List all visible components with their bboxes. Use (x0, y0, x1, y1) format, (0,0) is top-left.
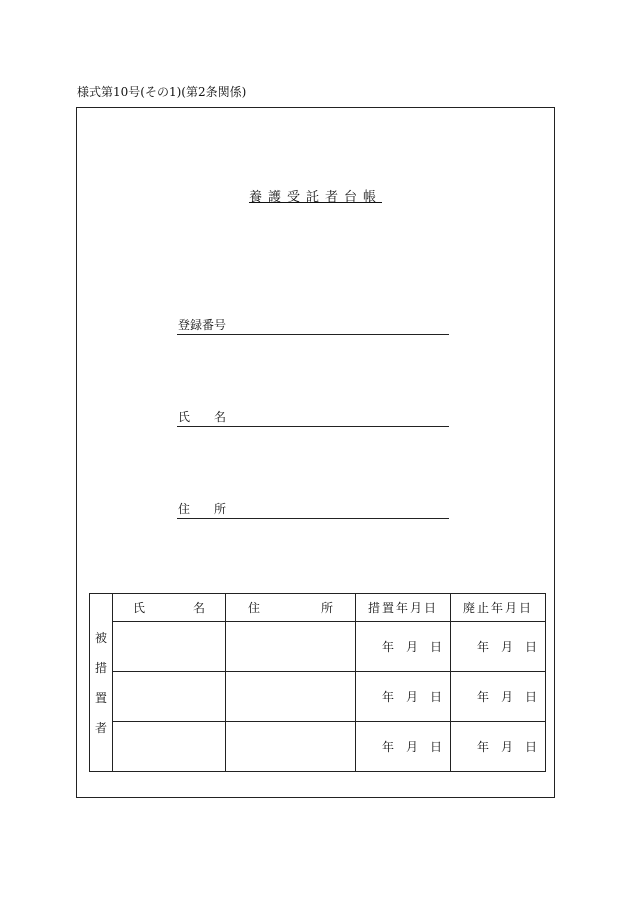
table-row (90, 722, 546, 772)
cell-abolition-date[interactable]: 年 月 日 (451, 722, 546, 772)
registration-number-label: 登録番号 (178, 318, 227, 332)
table-row (90, 622, 546, 672)
cell-address[interactable] (226, 622, 356, 672)
cell-abolition-date[interactable]: 年 月 日 (451, 622, 546, 672)
address-label: 住 所 (178, 502, 227, 516)
form-number-label: 様式第10号(その1)(第2条関係) (77, 85, 247, 99)
table-row (90, 672, 546, 722)
cell-address[interactable] (226, 672, 356, 722)
cell-name[interactable] (113, 722, 226, 772)
registration-number-field[interactable] (177, 316, 449, 335)
cell-placement-date[interactable]: 年 月 日 (356, 622, 451, 672)
cell-address[interactable] (226, 722, 356, 772)
cell-placement-date[interactable]: 年 月 日 (356, 672, 451, 722)
name-field[interactable] (177, 408, 449, 427)
ledger-frame (76, 107, 555, 798)
ledger-title: 養護受託者台帳 (248, 190, 382, 205)
address-field[interactable] (177, 500, 449, 519)
header-name: 氏 名 (113, 594, 226, 622)
cell-name[interactable] (113, 672, 226, 722)
name-label: 氏 名 (178, 410, 227, 424)
header-abolition-date: 廃止年月日 (451, 594, 546, 622)
placed-persons-table (89, 593, 546, 772)
cell-placement-date[interactable]: 年 月 日 (356, 722, 451, 772)
header-address: 住 所 (226, 594, 356, 622)
cell-name[interactable] (113, 622, 226, 672)
header-placement-date: 措置年月日 (356, 594, 451, 622)
cell-abolition-date[interactable]: 年 月 日 (451, 672, 546, 722)
placed-person-side-label: 被 措 置 者 (90, 594, 113, 772)
